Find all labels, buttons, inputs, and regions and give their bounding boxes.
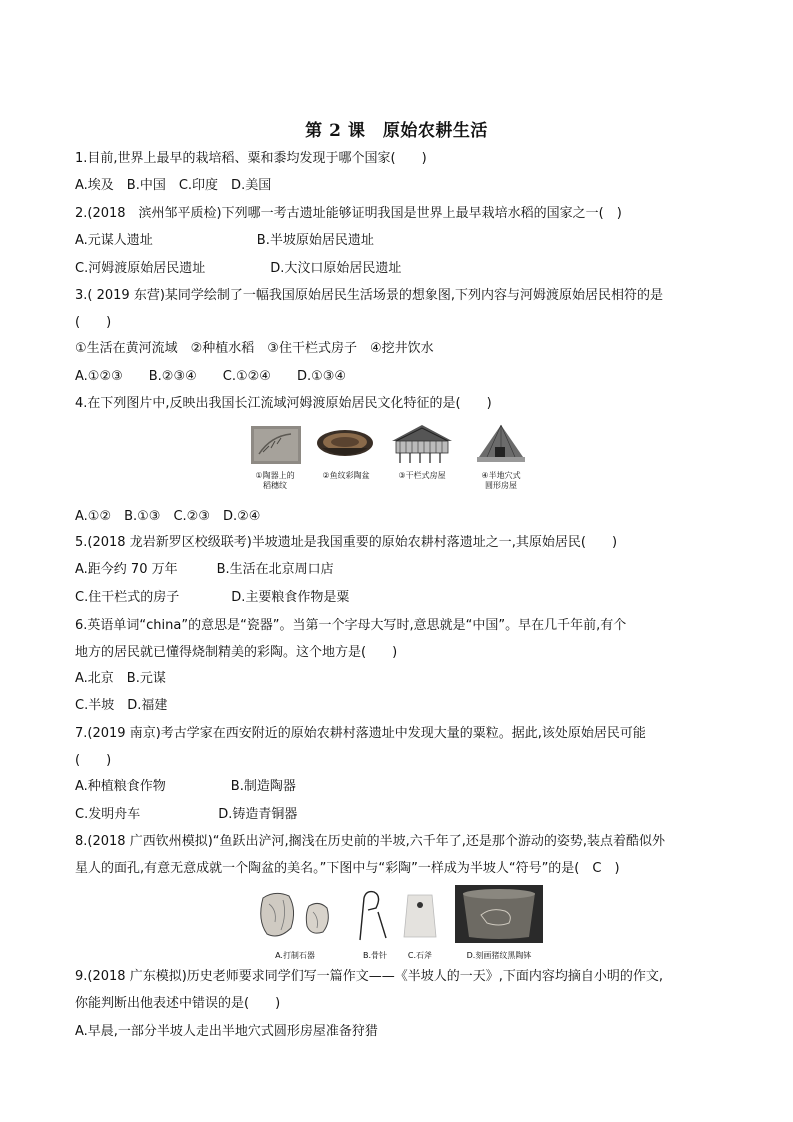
- stilt-house-image: [388, 423, 456, 465]
- text-line: 9.(2018 广东模拟)历史老师要求同学们写一篇作文——《半坡人的一天》,下面内容均摘自小明的作文,: [75, 969, 664, 984]
- text-line: ( ): [75, 315, 112, 330]
- text-line: A.距今约 70 万年 B.生活在北京周口店: [75, 562, 334, 577]
- text-line: C.河姆渡原始居民遗址 D.大汶口原始居民遗址: [75, 261, 402, 276]
- text-line: 3.( 2019 东营)某同学绘制了一幅我国原始居民生活场景的想象图,下列内容与河姆渡原始居民相符的是: [75, 288, 664, 303]
- chipped-stone-tool-image: [255, 888, 335, 943]
- figure-caption-a: A.打制石器: [275, 951, 315, 960]
- text-line: 你能判断出他表述中错误的是( ): [75, 996, 281, 1011]
- figure-caption-2: ②鱼纹彩陶盆: [322, 471, 370, 480]
- figure-caption-4: ④半地穴式 圆形房屋: [481, 471, 521, 490]
- text-line: 6.英语单词“china”的意思是“瓷器”。当第一个字母大写时,意思就是“中国”。早在几千年前,有个: [75, 618, 627, 633]
- figure-hemudu-culture: [243, 423, 543, 498]
- text-line: 星人的面孔,有意无意成就一个陶盆的美名。”下图中与“彩陶”一样成为半坡人“符号”的是( C ): [75, 861, 620, 876]
- text-line: ①生活在黄河流域 ②种植水稻 ③住干栏式房子 ④挖井饮水: [75, 341, 434, 356]
- text-line: 5.(2018 龙岩新罗区校级联考)半坡遗址是我国重要的原始农耕村落遗址之一,其原始居民( ): [75, 535, 618, 550]
- pig-pattern-pottery-image: [455, 885, 543, 943]
- text-line: A.①② B.①③ C.②③ D.②④: [75, 509, 261, 524]
- text-line: A.①②③ B.②③④ C.①②④ D.①③④: [75, 369, 347, 384]
- text-line: 2.(2018 滨州邹平质检)下列哪一考古遗址能够证明我国是世界上最早栽培水稻的国家之一( ): [75, 206, 622, 221]
- text-line: 8.(2018 广西钦州模拟)“鱼跃出浐河,搁浅在历史前的半坡,六千年了,还是那个游动的姿势,装点着酷似外: [75, 834, 666, 849]
- stone-axe-image: [400, 891, 440, 941]
- text-line: 地方的居民就已懂得烧制精美的彩陶。这个地方是( ): [75, 645, 398, 660]
- figure-caption-d: D.刻画猪纹黑陶钵: [466, 951, 532, 960]
- text-line: 1.目前,世界上最早的栽培稻、粟和黍均发现于哪个国家( ): [75, 151, 427, 166]
- fish-pattern-basin-image: [316, 428, 374, 462]
- text-line: 7.(2019 南京)考古学家在西安附近的原始农耕村落遗址中发现大量的粟粒。据此,该处原始居民可能: [75, 726, 646, 741]
- text-line: C.住干栏式的房子 D.主要粮食作物是粟: [75, 590, 350, 605]
- bone-needle-image: [350, 888, 390, 943]
- pottery-rice-pattern-image: [251, 426, 301, 464]
- text-line: C.半坡 D.福建: [75, 698, 168, 713]
- figure-caption-1: ①陶器上的 稻穗纹: [255, 471, 295, 490]
- text-line: 4.在下列图片中,反映出我国长江流域河姆渡原始居民文化特征的是( ): [75, 396, 492, 411]
- text-line: A.种植粮食作物 B.制造陶器: [75, 779, 296, 794]
- figure-banpo-symbols: [255, 883, 545, 963]
- text-line: A.北京 B.元谋: [75, 671, 166, 686]
- semi-subterranean-house-image: [475, 423, 527, 465]
- text-line: ( ): [75, 753, 112, 768]
- text-line: A.埃及 B.中国 C.印度 D.美国: [75, 178, 272, 193]
- text-line: C.发明舟车 D.铸造青铜器: [75, 807, 298, 822]
- figure-caption-c: C.石斧: [407, 951, 433, 960]
- figure-caption-3: ③干栏式房屋: [398, 471, 446, 480]
- text-line: A.元谋人遗址 B.半坡原始居民遗址: [75, 233, 374, 248]
- figure-caption-b: B.骨针: [362, 951, 388, 960]
- text-line: A.早晨,一部分半坡人走出半地穴式圆形房屋准备狩猎: [75, 1024, 378, 1039]
- page-title: 第 2 课 原始农耕生活: [305, 121, 488, 141]
